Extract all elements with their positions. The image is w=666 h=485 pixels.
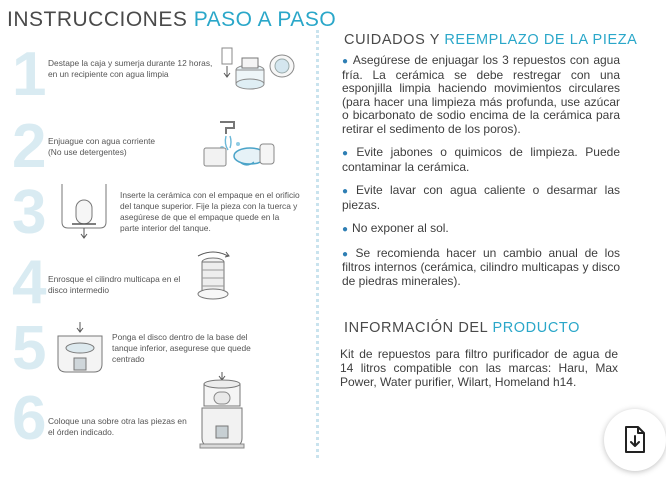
bullet-icon: ● bbox=[342, 224, 349, 235]
care-item-text: Evite jabones o quimicos de limpieza. Puede contaminar la cerámica. bbox=[342, 145, 621, 174]
care-item-text: No exponer al sol. bbox=[352, 221, 449, 235]
step-text: Enrosque el cilindro multicapa en el disco intermedio bbox=[48, 274, 181, 295]
step-number: 6 bbox=[12, 384, 47, 453]
step-text: Inserte la cerámica con el empaque en el orificio del tanque superior. Fije la pieza con la tuerca y asegúrese de que el empaque quede en la parte interior del tanque. bbox=[120, 190, 300, 233]
download-file-icon bbox=[623, 426, 647, 454]
step-2 bbox=[0, 112, 310, 188]
step-3 bbox=[0, 178, 310, 254]
step-text: Ponga el disco dentro de la base del tanque inferior, asegurese que quede centrado bbox=[112, 332, 251, 364]
care-item bbox=[340, 247, 620, 289]
step-1 bbox=[0, 40, 310, 116]
info-title-part2: PRODUCTO bbox=[492, 320, 580, 336]
step-number: 1 bbox=[12, 40, 47, 109]
care-item bbox=[340, 184, 620, 212]
disc-base-illustration bbox=[50, 318, 110, 378]
soak-illustration bbox=[220, 44, 300, 96]
page-title-part2: PASO A PASO bbox=[193, 8, 337, 31]
care-list bbox=[340, 54, 620, 298]
bullet-icon: ● bbox=[342, 248, 352, 260]
step-text: Coloque una sobre otra las piezas en el órden indicado. bbox=[48, 416, 187, 437]
bullet-icon: ● bbox=[342, 56, 349, 67]
step-5 bbox=[0, 314, 310, 390]
assembly-illustration bbox=[194, 370, 250, 450]
care-title bbox=[344, 32, 637, 48]
cylinder-illustration bbox=[188, 248, 238, 306]
step-number: 3 bbox=[12, 178, 47, 247]
care-item bbox=[340, 54, 620, 136]
care-item-text: Se recomienda hacer un cambio anual de los filtros internos (cerámica, cilindro multicapas y disco de piedras minerales). bbox=[342, 245, 620, 288]
info-text: Kit de repuestos para filtro purificador de agua de 14 litros compatible con las marcas: Haru, Max Power, Water purifier, Wilart, Homeland h14. bbox=[340, 347, 618, 389]
page-title bbox=[7, 8, 336, 32]
bullet-icon: ● bbox=[342, 186, 353, 197]
step-number: 2 bbox=[12, 112, 47, 181]
care-item-text: Asegúrese de enjuagar los 3 repuestos con agua fría. La cerámica se debe restregar con una esponjilla limpia haciendo movimientos circulares (para hacer una limpieza más profunda, use azúcar o bicarbonato de sodio encima de la cerámica para retirar el sedimento de los poros). bbox=[342, 53, 621, 136]
info-title bbox=[344, 320, 580, 336]
download-button[interactable] bbox=[604, 409, 666, 471]
care-title-part2: REEMPLAZO DE LA PIEZA bbox=[444, 32, 638, 48]
ceramic-insert-illustration bbox=[56, 182, 112, 244]
step-text: Enjuague con agua corriente (No use detergentes) bbox=[48, 136, 156, 157]
info-title-part1: INFORMACIÓN DEL bbox=[344, 320, 488, 336]
step-text: Destape la caja y sumerja durante 12 horas, en un recipiente con agua limpia bbox=[48, 58, 213, 79]
page-title-part1: INSTRUCCIONES bbox=[7, 8, 188, 31]
step-number: 4 bbox=[12, 248, 47, 317]
step-4 bbox=[0, 248, 310, 324]
step-6 bbox=[0, 384, 310, 460]
care-item bbox=[340, 222, 620, 237]
step-number: 5 bbox=[12, 314, 47, 383]
care-title-part1: CUIDADOS Y bbox=[344, 32, 440, 48]
rinse-illustration bbox=[200, 118, 280, 174]
column-divider bbox=[316, 30, 319, 458]
care-item bbox=[340, 146, 620, 174]
bullet-icon: ● bbox=[342, 148, 353, 159]
care-item-text: Evite lavar con agua caliente o desarmar las piezas. bbox=[342, 183, 620, 212]
